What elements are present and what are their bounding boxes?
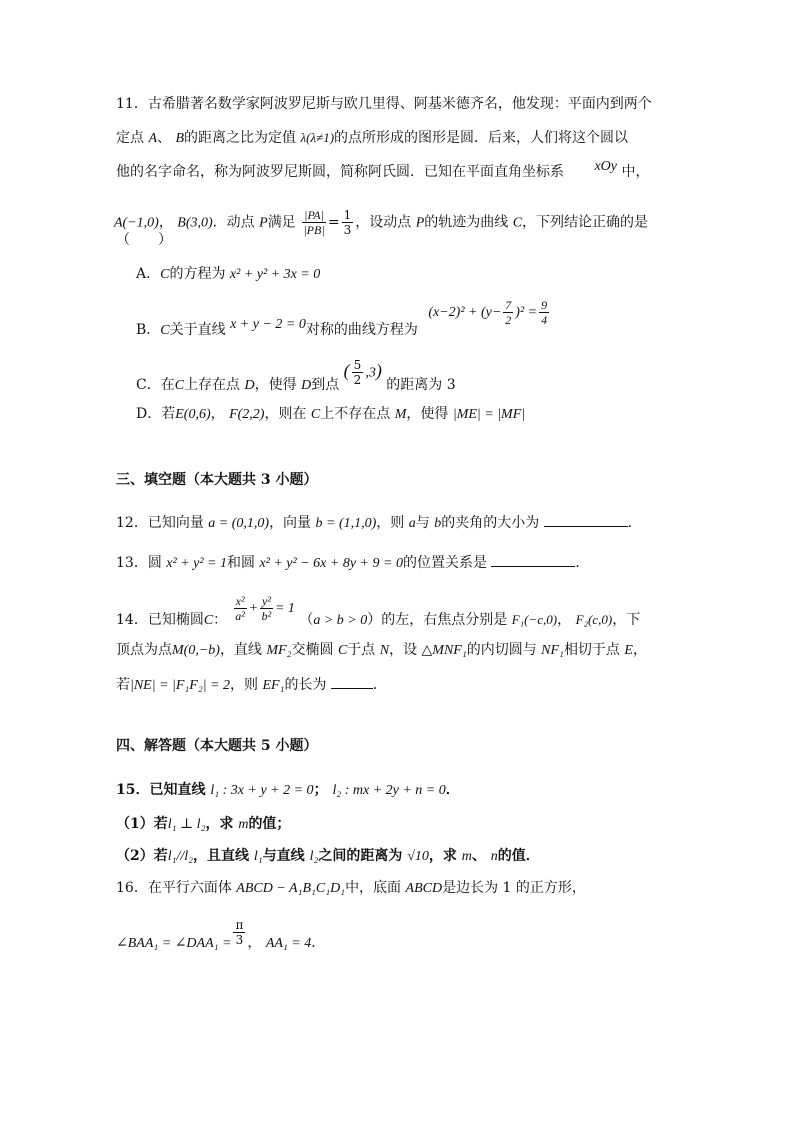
math-c: C xyxy=(512,215,523,231)
math-xoy: xOy xyxy=(594,159,617,174)
math-lambda: λ(λ≠1) xyxy=(300,130,335,145)
q11-text: 定点 xyxy=(116,130,144,146)
option-d: D．若E(0,6)， F(2,2)，则在 C上不存在点 M，使得 |ME| = |MF| xyxy=(136,406,526,422)
q12: 12．已知向量 a = (0,1,0)，向量 b = (1,1,0)，则 a与 b的夹角的大小为 ． xyxy=(116,512,642,534)
q11-text: ，下列结论正确的是 xyxy=(522,214,649,231)
math-p: P xyxy=(415,215,425,231)
q11-text: 的点所形成的图形是圆．后来，人们将这个圆以 xyxy=(334,130,629,146)
q11-text: 、 xyxy=(157,130,172,146)
q11-text: 的距离之比为定值 xyxy=(184,130,297,146)
answer-blank[interactable] xyxy=(331,674,373,689)
section-heading-answer: 四、解答题（本大题共 5 小题） xyxy=(116,738,318,754)
math-p: P xyxy=(259,215,268,231)
fraction-pa-pb: $\frac{|PA|}{|PB|}$ xyxy=(303,208,325,237)
q11-line-2 xyxy=(116,128,628,149)
math-vector-a: a = (0,1,0) xyxy=(208,516,270,531)
math-point-a: A xyxy=(148,131,158,146)
math-symmetric-equation: (x−2)² + (y− $\frac{7}{2}$ )² = $\frac{9}{4}$ xyxy=(428,298,548,327)
q11-line-3 xyxy=(116,159,650,183)
option-c: C．在C上存在点 D，使得 D到点 ( $\frac{5}{2}$ ,3) 的距离为 3 xyxy=(136,358,456,393)
q15-part-1: （1）若l₁ ⊥ l₂，求 m的值； xyxy=(116,816,291,832)
fraction-pi-third: $\frac{\pi}{3}$ xyxy=(235,918,244,947)
q14-line-1: 14．已知椭圆C： $\frac{\text{x²}}{\text{a²}}$ + $\frac{\text{y²}}{\text{b²}}$ = 1 （a > b > 0）的左，右焦点分别是 F₁(−c,0)， F₂(c,0)，下 xyxy=(116,594,641,628)
q11-text: 的轨迹为曲线 xyxy=(424,214,509,231)
q16-line-1: 16．在平行六面体 ABCD − A₁B₁C₁D₁中，底面 ABCD是边长为 1 的正方形， xyxy=(116,880,586,896)
q15: 15．已知直线 l₁ : 3x + y + 2 = 0； l₂ : mx + 2y + n = 0． xyxy=(116,782,460,798)
answer-paren: （ ） xyxy=(116,232,172,248)
q11-text: 满足 xyxy=(267,214,296,231)
fraction-five-halves: $\frac{5}{2}$ xyxy=(353,358,362,387)
answer-blank[interactable] xyxy=(544,512,628,527)
math-circle-2: x² + y² − 6x + 8y + 9 = 0 xyxy=(259,556,403,571)
option-b: B．C关于直线 x + y − 2 = 0对称的曲线方程为 (x−2)² + (y− $\frac{7}{2}$ )² = $\frac{9}{4}$ xyxy=(136,304,551,346)
math-vector-b: b = (1,1,0) xyxy=(315,516,377,531)
q15-part-2: （2）若l₁//l₂，且直线 l₁与直线 l₂之间的距离为 √10，求 m、 n的值． xyxy=(116,848,540,864)
option-a: A．C的方程为 x² + y² + 3x = 0 xyxy=(136,266,321,282)
math-equation: x² + y² + 3x = 0 xyxy=(229,267,321,282)
q11-text: ．动点 xyxy=(212,214,255,231)
q11-line-1 xyxy=(116,94,652,114)
q13: 13．圆 x² + y² = 1和圆 x² + y² − 6x + 8y + 9 = 0的位置关系是 ． xyxy=(116,552,589,574)
q14-line-2: 顶点为点M(0,−b)，直线 MF₂交椭圆 C于点 N，设 △MNF₁的内切圆与 NF₁相切于点 E， xyxy=(116,642,647,658)
q11-text: 中， xyxy=(621,164,650,180)
q16-line-2: ∠BAA₁ = ∠DAA₁ = $\frac{\pi}{3}$ ， AA₁ = 4． xyxy=(116,918,326,951)
q11-line-4: A(−1,0)， B(3,0)．动点 P满足 $\frac{|PA|}{|PB|}$ = $\frac{1}{3}$ ，设动点 P的轨迹为曲线 C，下列结论正确的是 xyxy=(114,208,649,237)
q11-paren xyxy=(116,230,172,250)
math-parallelepiped: ABCD − A₁B₁C₁D₁ xyxy=(236,881,346,896)
q11-text: ， xyxy=(158,214,173,231)
math-point-b-coord: B(3,0) xyxy=(177,215,213,231)
section-heading-fill-in: 三、填空题（本大题共 3 小题） xyxy=(116,472,318,488)
math-line-l2: l₂ : mx + 2y + n = 0 xyxy=(332,783,446,798)
answer-blank[interactable] xyxy=(491,552,575,567)
math-point-a-coord: A(−1,0) xyxy=(114,215,159,231)
q11-text: ，设动点 xyxy=(355,214,412,231)
math-circle-1: x² + y² = 1 xyxy=(166,556,227,571)
fraction-one-third: $\frac{1}{3}$ xyxy=(343,208,352,237)
math-line-equation: x + y − 2 = 0 xyxy=(230,316,306,332)
math-line-l1: l₁ : 3x + y + 2 = 0 xyxy=(210,783,314,798)
math-ellipse-equation: $\frac{\text{x²}}{\text{a²}}$ + $\frac{\text{y²}}{\text{b²}}$ = 1 xyxy=(235,594,295,623)
math-angles: ∠BAA₁ = ∠DAA₁ = xyxy=(116,935,232,951)
q11-text: 11．古希腊著名数学家阿波罗尼斯与欧几里得、阿基米德齐名，他发现：平面内到两个 xyxy=(116,96,652,112)
q14-line-3: 若|NE| = |F₁F₂| = 2，则 EF₁的长为 ． xyxy=(116,674,387,696)
math-point-b: B xyxy=(175,131,185,146)
q11-text: 他的名字命名，称为阿波罗尼斯圆，简称阿氏圆．已知在平面直角坐标系 xyxy=(116,164,564,180)
